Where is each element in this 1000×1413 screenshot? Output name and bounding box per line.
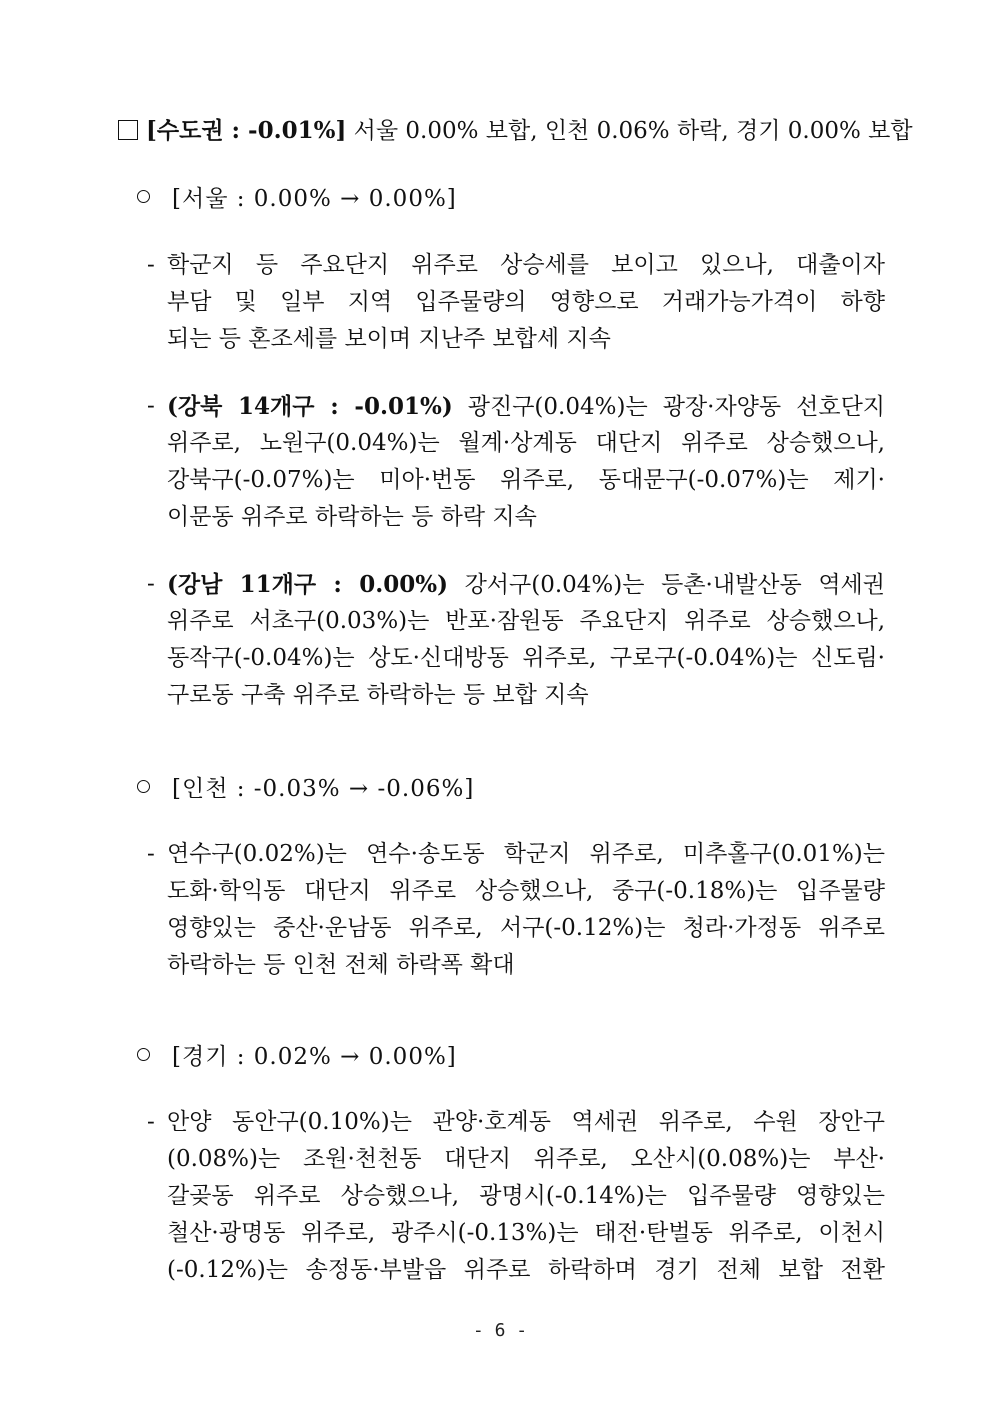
subheading-gyeonggi bbox=[137, 1040, 457, 1074]
subheading-incheon-text: [인천 : -0.03% → -0.06%] bbox=[172, 776, 475, 802]
text-line bbox=[167, 388, 885, 425]
text-line: 학군지 등 주요단지 위주로 상승세를 보이고 있으나, 대출이자 bbox=[167, 252, 885, 278]
text-line: 영향있는 중산·운남동 위주로, 서구(-0.12%)는 청라·가정동 위주로 bbox=[167, 915, 885, 941]
gyeonggi-item bbox=[147, 1104, 885, 1289]
seoul-item-overview bbox=[147, 247, 885, 358]
text-line: 위주로 서초구(0.03%)는 반포·잠원동 주요단지 위주로 상승했으나, bbox=[167, 608, 885, 634]
page-number: - 6 - bbox=[472, 1320, 528, 1341]
text-line: (-0.12%)는 송정동·부발읍 위주로 하락하며 경기 전체 보합 전환 bbox=[167, 1257, 885, 1283]
text-line: 갈곶동 위주로 상승했으나, 광명시(-0.14%)는 입주물량 영향있는 bbox=[167, 1183, 885, 1209]
text-line: 도화·학익동 대단지 위주로 상승했으나, 중구(-0.18%)는 입주물량 bbox=[167, 878, 885, 904]
dash-bullet: - bbox=[147, 393, 155, 419]
subheading-seoul bbox=[137, 182, 457, 216]
text-line: (0.08%)는 조원·천천동 대단지 위주로, 오산시(0.08%)는 부산· bbox=[167, 1146, 885, 1172]
gangbuk-first-line: 광진구(0.04%)는 광장·자양동 선호단지 bbox=[452, 394, 886, 420]
incheon-item bbox=[147, 836, 885, 984]
dash-bullet: - bbox=[147, 252, 155, 278]
text-line: 이문동 위주로 하락하는 등 하락 지속 bbox=[167, 504, 537, 530]
text-line: 부담 및 일부 지역 입주물량의 영향으로 거래가능가격이 하향 bbox=[167, 289, 885, 315]
dash-bullet: - bbox=[147, 571, 155, 597]
gangnam-label: (강남 11개구 : 0.00%) bbox=[167, 571, 448, 598]
text-line: 되는 등 혼조세를 보이며 지난주 보합세 지속 bbox=[167, 326, 611, 352]
dash-bullet: - bbox=[147, 1109, 155, 1135]
subheading-gyeonggi-text: [경기 : 0.02% → 0.00%] bbox=[172, 1044, 457, 1070]
text-line: 구로동 구축 위주로 하락하는 등 보합 지속 bbox=[167, 682, 589, 708]
text-line: 안양 동안구(0.10%)는 관양·호계동 역세권 위주로, 수원 장안구 bbox=[167, 1109, 885, 1135]
text-line: 연수구(0.02%)는 연수·송도동 학군지 위주로, 미추홀구(0.01%)는 bbox=[167, 841, 885, 867]
heading-metro-area: [수도권 : -0.01%] bbox=[146, 117, 347, 144]
section-heading bbox=[118, 114, 913, 148]
text-line: 철산·광명동 위주로, 광주시(-0.13%)는 태전·탄벌동 위주로, 이천시 bbox=[167, 1220, 885, 1246]
circle-bullet-icon bbox=[137, 780, 150, 793]
gangbuk-label: (강북 14개구 : -0.01%) bbox=[167, 393, 453, 420]
circle-bullet-icon bbox=[137, 190, 150, 203]
seoul-item-gangnam bbox=[147, 566, 885, 714]
dash-bullet: - bbox=[147, 841, 155, 867]
heading-summary: 서울 0.00% 보합, 인천 0.06% 하락, 경기 0.00% 보합 bbox=[346, 118, 913, 144]
text-line: 하락하는 등 인천 전체 하락폭 확대 bbox=[167, 952, 515, 978]
text-line: 동작구(-0.04%)는 상도·신대방동 위주로, 구로구(-0.04%)는 신도림· bbox=[167, 645, 885, 671]
text-line bbox=[167, 566, 885, 603]
text-line: 강북구(-0.07%)는 미아·번동 위주로, 동대문구(-0.07%)는 제기· bbox=[167, 467, 885, 493]
checkbox-square-icon bbox=[118, 120, 138, 140]
subheading-seoul-text: [서울 : 0.00% → 0.00%] bbox=[172, 186, 457, 212]
circle-bullet-icon bbox=[137, 1048, 150, 1061]
seoul-item-gangbuk bbox=[147, 388, 885, 536]
text-line: 위주로, 노원구(0.04%)는 월계·상계동 대단지 위주로 상승했으나, bbox=[167, 430, 885, 456]
subheading-incheon bbox=[137, 772, 474, 806]
gangnam-first-line: 강서구(0.04%)는 등촌·내발산동 역세권 bbox=[447, 572, 885, 598]
